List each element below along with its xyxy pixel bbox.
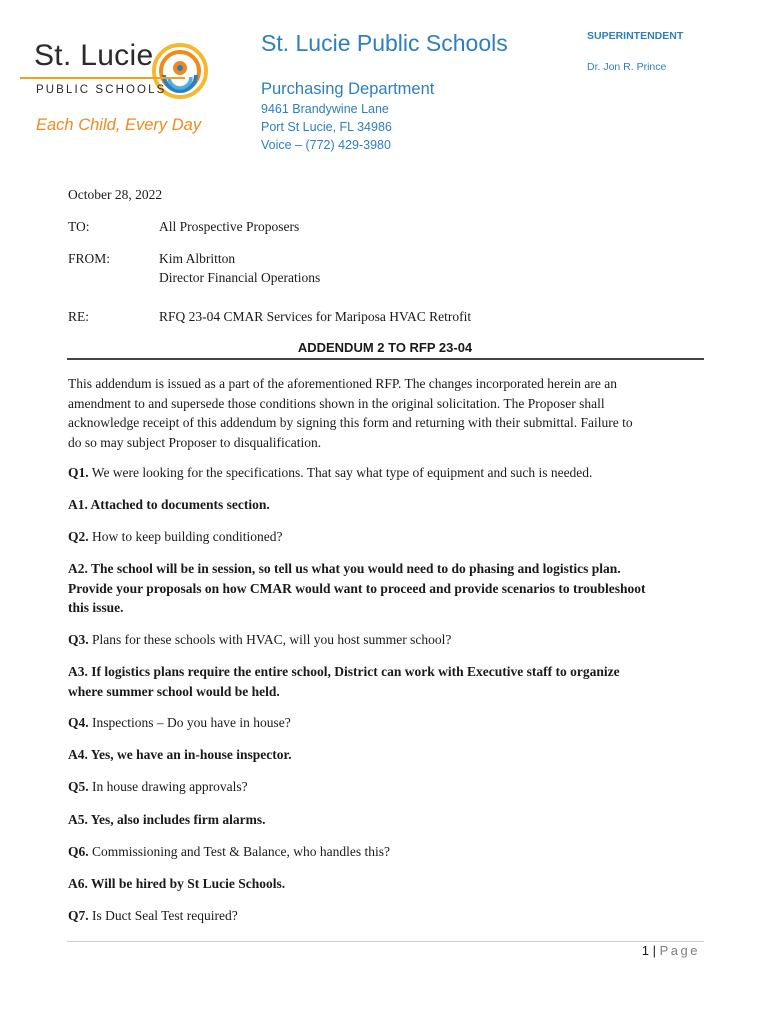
a-label: A5.	[68, 812, 88, 827]
logo-divider	[20, 77, 185, 79]
q-label: Q6.	[68, 844, 89, 859]
page-separator: |	[652, 943, 656, 958]
qa-item-a3	[68, 662, 704, 701]
addendum-title: ADDENDUM 2 TO RFP 23-04	[297, 340, 473, 355]
a-label: A6.	[68, 876, 88, 891]
a-text: this issue.	[68, 600, 124, 615]
q-label: Q5.	[68, 779, 89, 794]
q-text: We were looking for the specifications. That say what type of equipment and such is needed.	[91, 465, 593, 480]
to-value: All Prospective Proposers	[159, 219, 300, 234]
q-text: Is Duct Seal Test required?	[92, 908, 238, 923]
a-text: If logistics plans require the entire school, District can work with Executive staff to organize	[91, 664, 620, 679]
re-value: RFQ 23-04 CMAR Services for Mariposa HVAC Retrofit	[159, 309, 472, 324]
phone-line: Voice – (772) 429-3980	[261, 138, 391, 152]
a-text: Attached to documents section.	[90, 497, 270, 512]
a-text: Yes, we have an in-house inspector.	[90, 747, 292, 762]
qa-item-q2	[68, 527, 704, 547]
from-label: FROM:	[68, 251, 111, 266]
memo-date: October 28, 2022	[68, 187, 163, 202]
qa-item-a6	[68, 874, 704, 894]
qa-item-a2	[68, 559, 704, 618]
logo-subtitle: PUBLIC SCHOOLS	[36, 84, 167, 96]
intro-line: do so may subject Proposer to disqualification.	[68, 434, 322, 450]
address-line-1: 9461 Brandywine Lane	[261, 102, 389, 116]
qa-item-a4	[68, 745, 704, 765]
a-label: A2.	[68, 561, 88, 576]
q-text: In house drawing approvals?	[92, 779, 248, 794]
qa-item-a1	[68, 495, 704, 515]
qa-item-q1	[68, 463, 704, 483]
page-word: Page	[659, 943, 700, 958]
qa-item-q3	[68, 630, 704, 650]
qa-item-q4	[68, 713, 704, 733]
a-text: The school will be in session, so tell us what you would need to do phasing and logistics plan.	[91, 561, 621, 576]
q-label: Q3.	[68, 632, 89, 647]
address-line-2: Port St Lucie, FL 34986	[261, 120, 392, 134]
intro-line: This addendum is issued as a part of the aforementioned RFP. The changes incorporated herein are an	[68, 376, 617, 391]
a-label: A3.	[68, 664, 88, 679]
q-text: Plans for these schools with HVAC, will you host summer school?	[92, 632, 452, 647]
to-label: TO:	[68, 219, 90, 234]
title-rule	[67, 358, 704, 360]
org-title: St. Lucie Public Schools	[261, 30, 508, 56]
a-text: where summer school would be held.	[68, 683, 280, 699]
q-text: Commissioning and Test & Balance, who handles this?	[92, 844, 391, 859]
q-text: How to keep building conditioned?	[92, 529, 283, 544]
qa-item-q7	[68, 906, 704, 926]
logo-wordmark: St. Lucie	[34, 39, 154, 72]
from-title: Director Financial Operations	[159, 270, 321, 285]
superintendent-label: SUPERINTENDENT	[587, 30, 684, 42]
qa-item-a5	[68, 810, 704, 830]
re-label: RE:	[68, 309, 90, 324]
a-text: Will be hired by St Lucie Schools.	[91, 876, 286, 891]
page-number: 1	[641, 943, 649, 958]
page-footer	[560, 943, 700, 958]
a-text: Yes, also includes firm alarms.	[90, 812, 266, 827]
intro-line: amendment to and supersede those conditions shown in the original solicitation. The Proposer shall	[68, 395, 605, 411]
intro-paragraph	[68, 374, 704, 452]
a-text: Provide your proposals on how CMAR would want to proceed and provide scenarios to troubleshoot	[68, 580, 646, 596]
a-label: A4.	[68, 747, 88, 762]
logo-tagline: Each Child, Every Day	[36, 116, 202, 134]
q-label: Q2.	[68, 529, 89, 544]
from-name: Kim Albritton	[159, 251, 236, 266]
q-text: Inspections – Do you have in house?	[92, 715, 291, 730]
qa-item-q5	[68, 777, 704, 797]
q-label: Q4.	[68, 715, 89, 730]
department-name: Purchasing Department	[261, 80, 435, 98]
superintendent-name: Dr. Jon R. Prince	[587, 61, 667, 73]
footer-rule	[67, 941, 704, 942]
intro-line: acknowledge receipt of this addendum by signing this form and returning with their submittal. Failure to	[68, 415, 633, 430]
a-label: A1.	[68, 497, 88, 512]
qa-item-q6	[68, 842, 704, 862]
q-label: Q1.	[68, 465, 89, 480]
q-label: Q7.	[68, 908, 89, 923]
